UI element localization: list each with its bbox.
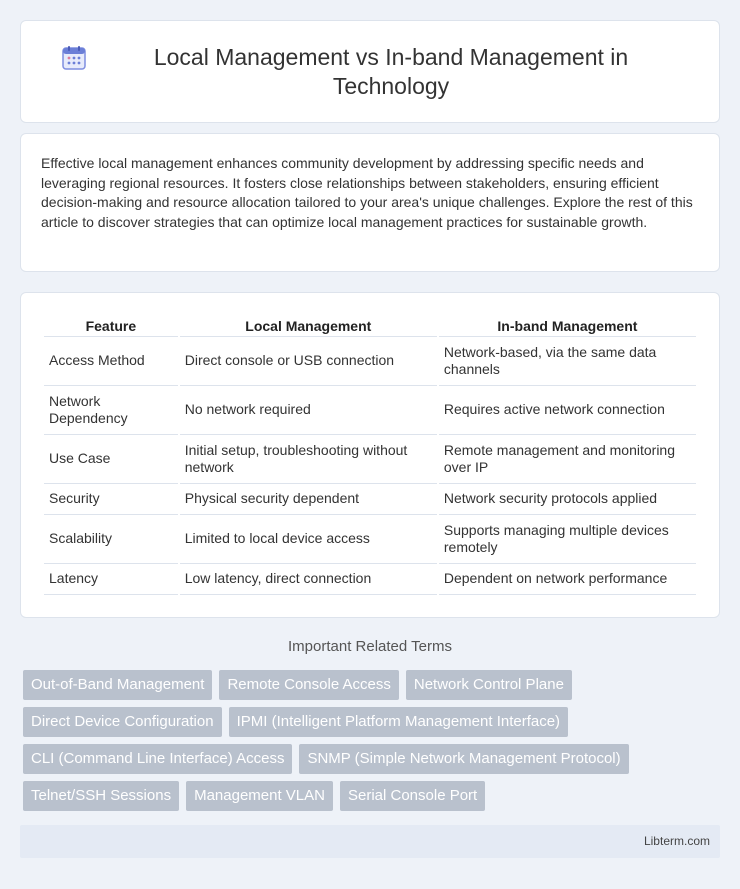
calendar-icon (61, 45, 87, 71)
related-terms-list (23, 670, 723, 818)
related-term-tag[interactable]: Out-of-Band Management (23, 670, 212, 700)
footer (20, 825, 720, 858)
table-row (44, 484, 696, 515)
table-cell: Remote management and monitoring over IP (439, 435, 696, 484)
column-header-local: Local Management (180, 313, 437, 337)
table-cell: Security (44, 484, 178, 515)
table-cell: Latency (44, 564, 178, 595)
table-cell: Network-based, via the same data channels (439, 337, 696, 386)
title-card (20, 20, 720, 123)
table-cell: Scalability (44, 515, 178, 564)
column-header-feature: Feature (44, 313, 178, 337)
table-row (44, 564, 696, 595)
table-row (44, 435, 696, 484)
table-cell: No network required (180, 386, 437, 435)
table-row (44, 337, 696, 386)
page-title: Local Management vs In-band Management in Technology (153, 43, 629, 99)
related-term-tag[interactable]: Serial Console Port (340, 781, 485, 811)
table-cell: Network security protocols applied (439, 484, 696, 515)
table-cell: Low latency, direct connection (180, 564, 437, 595)
table-cell: Access Method (44, 337, 178, 386)
column-header-inband: In-band Management (439, 313, 696, 337)
related-term-tag[interactable]: Network Control Plane (406, 670, 572, 700)
intro-card (20, 133, 720, 272)
table-cell: Supports managing multiple devices remotely (439, 515, 696, 564)
table-row (44, 515, 696, 564)
table-header-row (44, 313, 696, 337)
footer-site-name[interactable]: Libterm.com (643, 834, 710, 848)
related-terms-heading: Important Related Terms (288, 638, 452, 655)
table-cell: Direct console or USB connection (180, 337, 437, 386)
related-term-tag[interactable]: IPMI (Intelligent Platform Management Interface) (229, 707, 568, 737)
table-row (44, 386, 696, 435)
table-cell: Use Case (44, 435, 178, 484)
related-term-tag[interactable]: SNMP (Simple Network Management Protocol) (299, 744, 628, 774)
comparison-table (42, 313, 698, 595)
table-cell: Physical security dependent (180, 484, 437, 515)
comparison-card (20, 292, 720, 618)
intro-paragraph: Effective local management enhances community development by addressing specific needs and leveraging regional resources. It fosters close relationships between stakeholders, ensuring efficient decision-making and resource allocation tailored to your area's unique challenges. Explore the rest of this article to discover strategies that can optimize local management practices for sustainable growth. (41, 155, 693, 230)
related-term-tag[interactable]: Telnet/SSH Sessions (23, 781, 179, 811)
table-cell: Dependent on network performance (439, 564, 696, 595)
related-term-tag[interactable]: Management VLAN (186, 781, 333, 811)
table-cell: Limited to local device access (180, 515, 437, 564)
table-cell: Requires active network connection (439, 386, 696, 435)
related-term-tag[interactable]: CLI (Command Line Interface) Access (23, 744, 292, 774)
table-cell: Network Dependency (44, 386, 178, 435)
related-term-tag[interactable]: Remote Console Access (219, 670, 398, 700)
related-term-tag[interactable]: Direct Device Configuration (23, 707, 222, 737)
table-cell: Initial setup, troubleshooting without network (180, 435, 437, 484)
